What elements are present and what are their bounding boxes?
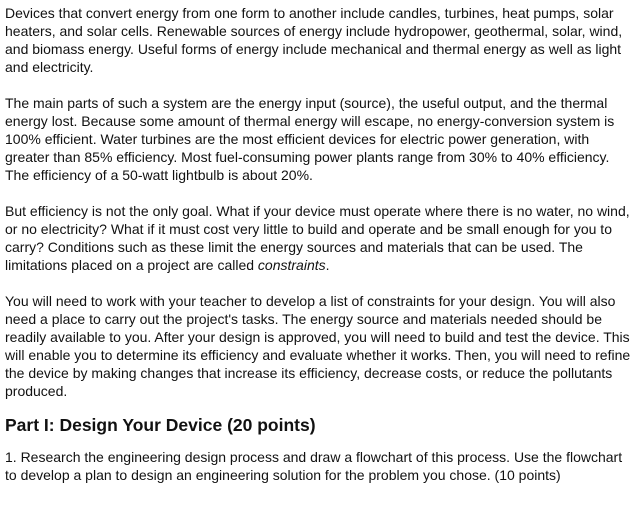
section-heading: Part I: Design Your Device (20 points) — [5, 415, 316, 435]
paragraph-system-efficiency: The main parts of such a system are the energy input (source), the useful output, and the thermal energy lost. Because some amount of thermal energy will escape, no energy-conversion system is 100% efficient. Water turbines are the most efficient devices for electric power generation, with greater than 85% efficiency. Most fuel-consuming power plants range from 30% to 40% efficiency. The efficiency of a 50-watt lightbulb is about 20%. — [5, 95, 615, 183]
constraints-term: constraints — [257, 257, 326, 273]
paragraph-teacher-work: You will need to work with your teacher to develop a list of constraints for your design. You will also need a place to carry out the project's tasks. The energy source and materials needed should be readily available to you. After your design is approved, you will need to build and test the device. This will enable you to determine its efficiency and evaluate whether it works. Then, you will need to refine the device by making changes that increase its efficiency, decrease costs, or reduce the pollutants produced. — [5, 293, 631, 399]
paragraph-constraints — [5, 202, 633, 274]
constraints-text: But efficiency is not the only goal. What if your device must operate where there is no water, no wind, or no electricity? What if it must cost very little to build and operate and be small enough for you to carry? Conditions such as these limit the energy sources and materials that can be used. The limitations placed on a project are called — [5, 203, 630, 273]
constraints-text-end: . — [325, 257, 330, 273]
question-item: 1. Research the engineering design process and draw a flowchart of this process. Use the flowchart to develop a plan to design an engineering solution for the problem you chose. (10 points) — [5, 449, 623, 483]
paragraph-energy-devices: Devices that convert energy from one form to another include candles, turbines, heat pumps, solar heaters, and solar cells. Renewable sources of energy include hydropower, geothermal, solar, wind, and biomass energy. Useful forms of energy include mechanical and thermal energy as well as light and electricity. — [5, 5, 623, 75]
